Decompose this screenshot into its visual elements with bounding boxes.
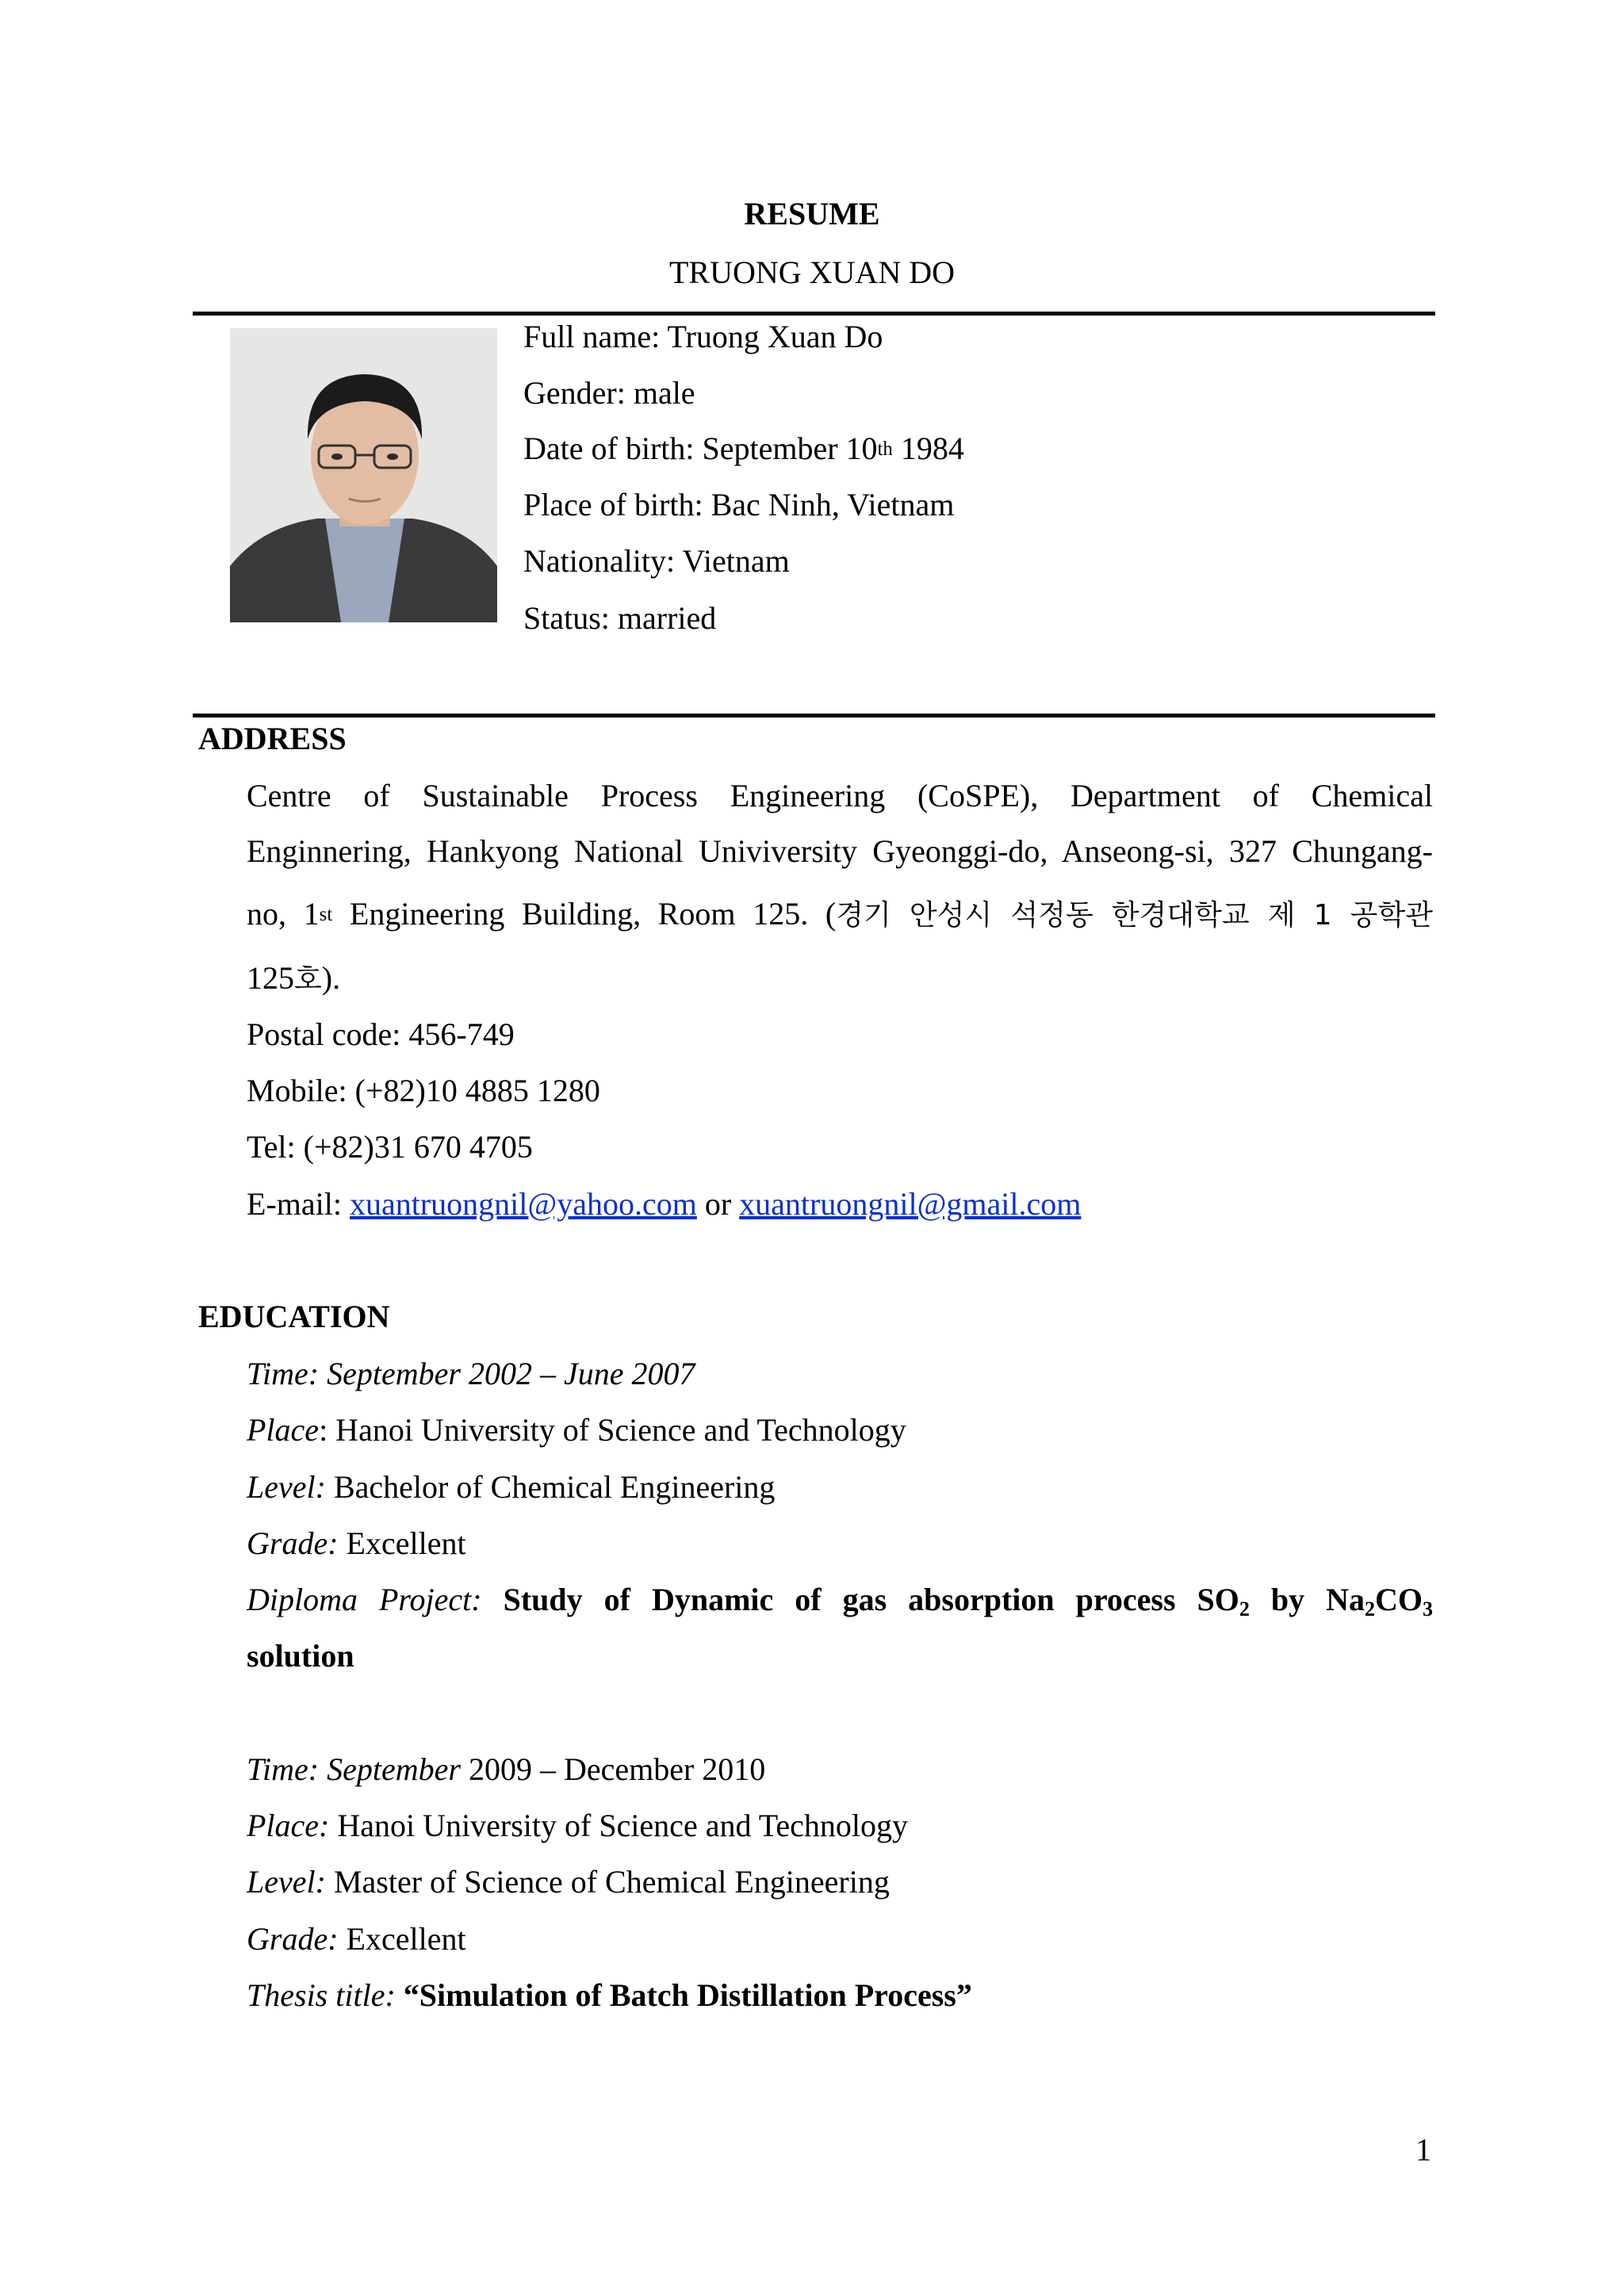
edu1-project-cont: solution xyxy=(247,1638,354,1674)
full-name: Full name: Truong Xuan Do xyxy=(523,319,883,354)
postal-code: Postal code: 456-749 xyxy=(247,1016,515,1052)
edu2-time: Time: September 2009 – December 2010 xyxy=(247,1751,766,1787)
edu2-thesis: Thesis title: “Simulation of Batch Distillation Process” xyxy=(247,1977,972,2013)
date-of-birth: Date of birth: September 10th 1984 xyxy=(523,430,964,466)
header-divider xyxy=(193,312,1435,316)
place-of-birth: Place of birth: Bac Ninh, Vietnam xyxy=(523,487,955,522)
profile-photo xyxy=(230,328,497,622)
edu1-place: Place: Hanoi University of Science and Technology xyxy=(247,1412,906,1448)
section-divider xyxy=(193,714,1435,718)
address-line-4: 125호). xyxy=(247,960,341,996)
edu1-project: Diploma Project: Study of Dynamic of gas absorption process $SO_2$ by $Na_2CO_3$ xyxy=(247,1582,1434,1621)
edu2-grade: Grade: Excellent xyxy=(247,1921,466,1957)
address-line-3: no, 1st Engineering Building, Room 125. (경기 안성시 석정동 한경대학교 제 1 공학관 xyxy=(247,896,1433,932)
edu2-place: Place: Hanoi University of Science and Technology xyxy=(247,1808,908,1843)
email-or: or xyxy=(696,1186,740,1222)
tel-number: Tel: (+82)31 670 4705 xyxy=(247,1129,533,1165)
nationality: Nationality: Vietnam xyxy=(523,543,790,579)
mobile-number: Mobile: (+82)10 4885 1280 xyxy=(247,1073,600,1108)
marital-status: Status: married xyxy=(523,600,717,636)
resume-name: TRUONG XUAN DO xyxy=(669,254,955,290)
resume-title: RESUME xyxy=(744,196,880,232)
education-heading: EDUCATION xyxy=(198,1299,390,1334)
edu2-level: Level: Master of Science of Chemical Engineering xyxy=(247,1864,890,1900)
edu1-grade: Grade: Excellent xyxy=(247,1525,466,1561)
email-line xyxy=(247,1188,1081,1220)
email-label: E-mail: xyxy=(247,1186,350,1222)
edu1-time: Time: September 2002 – June 2007 xyxy=(247,1356,695,1391)
email-link-yahoo[interactable]: xuantruongnil@yahoo.com xyxy=(349,1186,697,1222)
page-number: 1 xyxy=(1415,2132,1431,2168)
gender: Gender: male xyxy=(523,375,695,411)
address-line-2: Enginnering, Hankyong National Univiversity Gyeonggi-do, Anseong-si, 327 Chungang- xyxy=(247,833,1433,869)
address-heading: ADDRESS xyxy=(198,721,347,756)
address-line-1: Centre of Sustainable Process Engineering (CoSPE), Department of Chemical xyxy=(247,778,1433,813)
edu1-level: Level: Bachelor of Chemical Engineering xyxy=(247,1469,776,1505)
email-link-gmail[interactable]: xuantruongnil@gmail.com xyxy=(739,1186,1082,1222)
